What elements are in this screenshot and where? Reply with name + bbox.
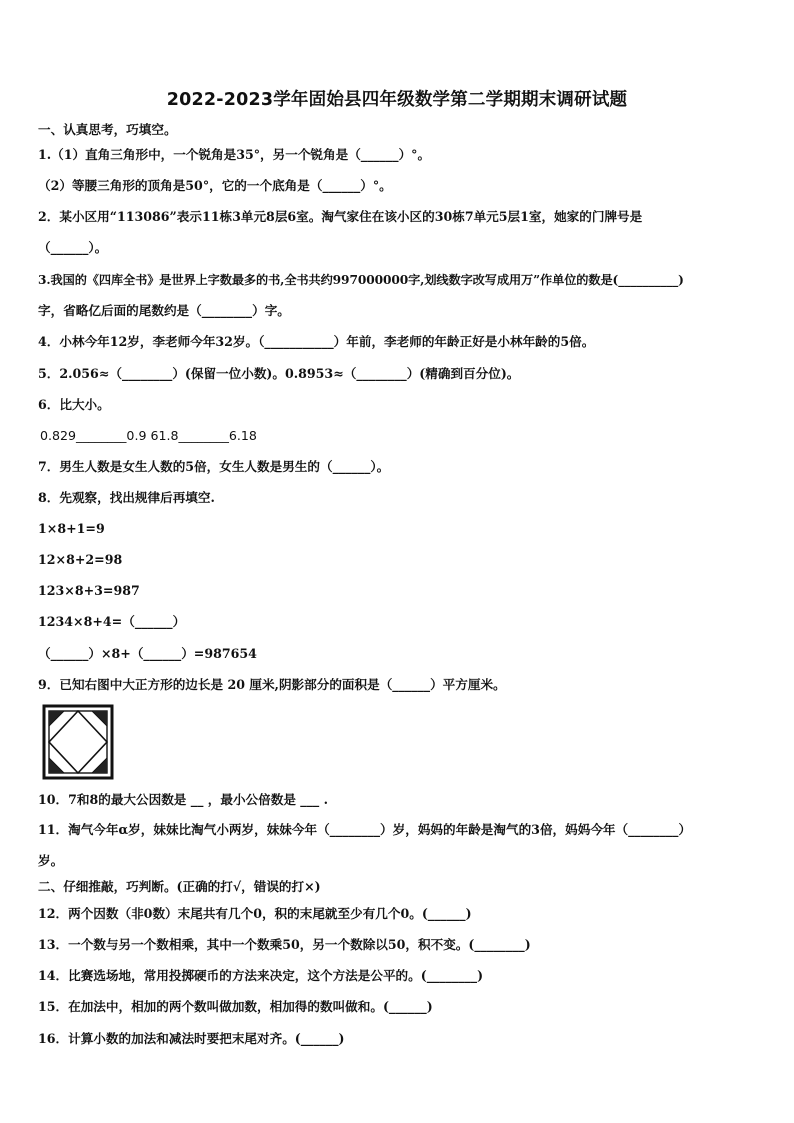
question-10: 10．7和8的最大公因数是 __ ，最小公倍数是 ___ . [38, 792, 328, 807]
question-1-part-2: （2）等腰三角形的顶角是50°，它的一个底角是（______）°。 [38, 178, 392, 193]
pattern-line-5: （______）×8+（______）=987654 [38, 646, 257, 661]
question-3-continued: 字，省略亿后面的尾数约是（________）字。 [38, 303, 290, 318]
question-9: 9．已知右图中大正方形的边长是 20 厘米,阴影部分的面积是（______）平方厘米。 [38, 677, 506, 692]
question-3: 3.我国的《四库全书》是世界上字数最多的书,全书共约997000000字,划线数字改写成用万”作单位的数是(__________) [38, 273, 684, 287]
page-title: 2022-2023学年固始县四年级数学第二学期期末调研试题 [166, 90, 628, 110]
question-2-continued: （______）。 [38, 240, 108, 255]
question-7: 7．男生人数是女生人数的5倍，女生人数是男生的（______）。 [38, 459, 390, 474]
pattern-line-4: 1234×8+4=（______） [38, 614, 186, 629]
question-4: 4．小林今年12岁，李老师今年32岁。（___________）年前，李老师的年龄正好是小林年龄的5倍。 [38, 334, 595, 349]
question-6: 6．比大小。 [38, 397, 110, 412]
square-figure [42, 704, 114, 780]
question-12: 12．两个因数（非0数）末尾共有几个0，积的末尾就至少有几个0。(______) [38, 906, 472, 921]
pattern-line-3: 123×8+3=987 [38, 583, 140, 598]
question-6-compare: 0.829________0.9 61.8________6.18 [40, 428, 257, 443]
question-2: 2．某小区用“113086”表示11栋3单元8层6室。淘气家住在该小区的30栋7单元5层1室，她家的门牌号是 [38, 209, 643, 224]
pattern-line-1: 1×8+1=9 [38, 521, 105, 536]
question-16: 16．计算小数的加法和减法时要把末尾对齐。(______) [38, 1031, 345, 1046]
pattern-line-2: 12×8+2=98 [38, 552, 123, 567]
question-15: 15．在加法中，相加的两个数叫做加数，相加得的数叫做和。(______) [38, 999, 433, 1014]
question-1-part-1: 1.（1）直角三角形中，一个锐角是35°，另一个锐角是（______）°。 [38, 147, 431, 162]
question-5: 5．2.056≈（________）(保留一位小数)。0.8953≈（________）(精确到百分位)。 [38, 366, 520, 381]
section-heading-1: 一、认真思考，巧填空。 [38, 122, 177, 137]
question-14: 14．比赛选场地，常用投掷硬币的方法来决定，这个方法是公平的。(________) [38, 968, 484, 983]
question-8: 8．先观察，找出规律后再填空. [38, 490, 215, 505]
section-heading-2: 二、仔细推敲，巧判断。(正确的打√，错误的打×) [38, 879, 321, 894]
question-11: 11．淘气今年α岁，妹妹比淘气小两岁，妹妹今年（________）岁，妈妈的年龄是淘气的3倍，妈妈今年（________） [38, 822, 692, 837]
question-13: 13．一个数与另一个数相乘，其中一个数乘50，另一个数除以50，积不变。(________) [38, 937, 531, 952]
question-11-continued: 岁。 [38, 853, 64, 868]
